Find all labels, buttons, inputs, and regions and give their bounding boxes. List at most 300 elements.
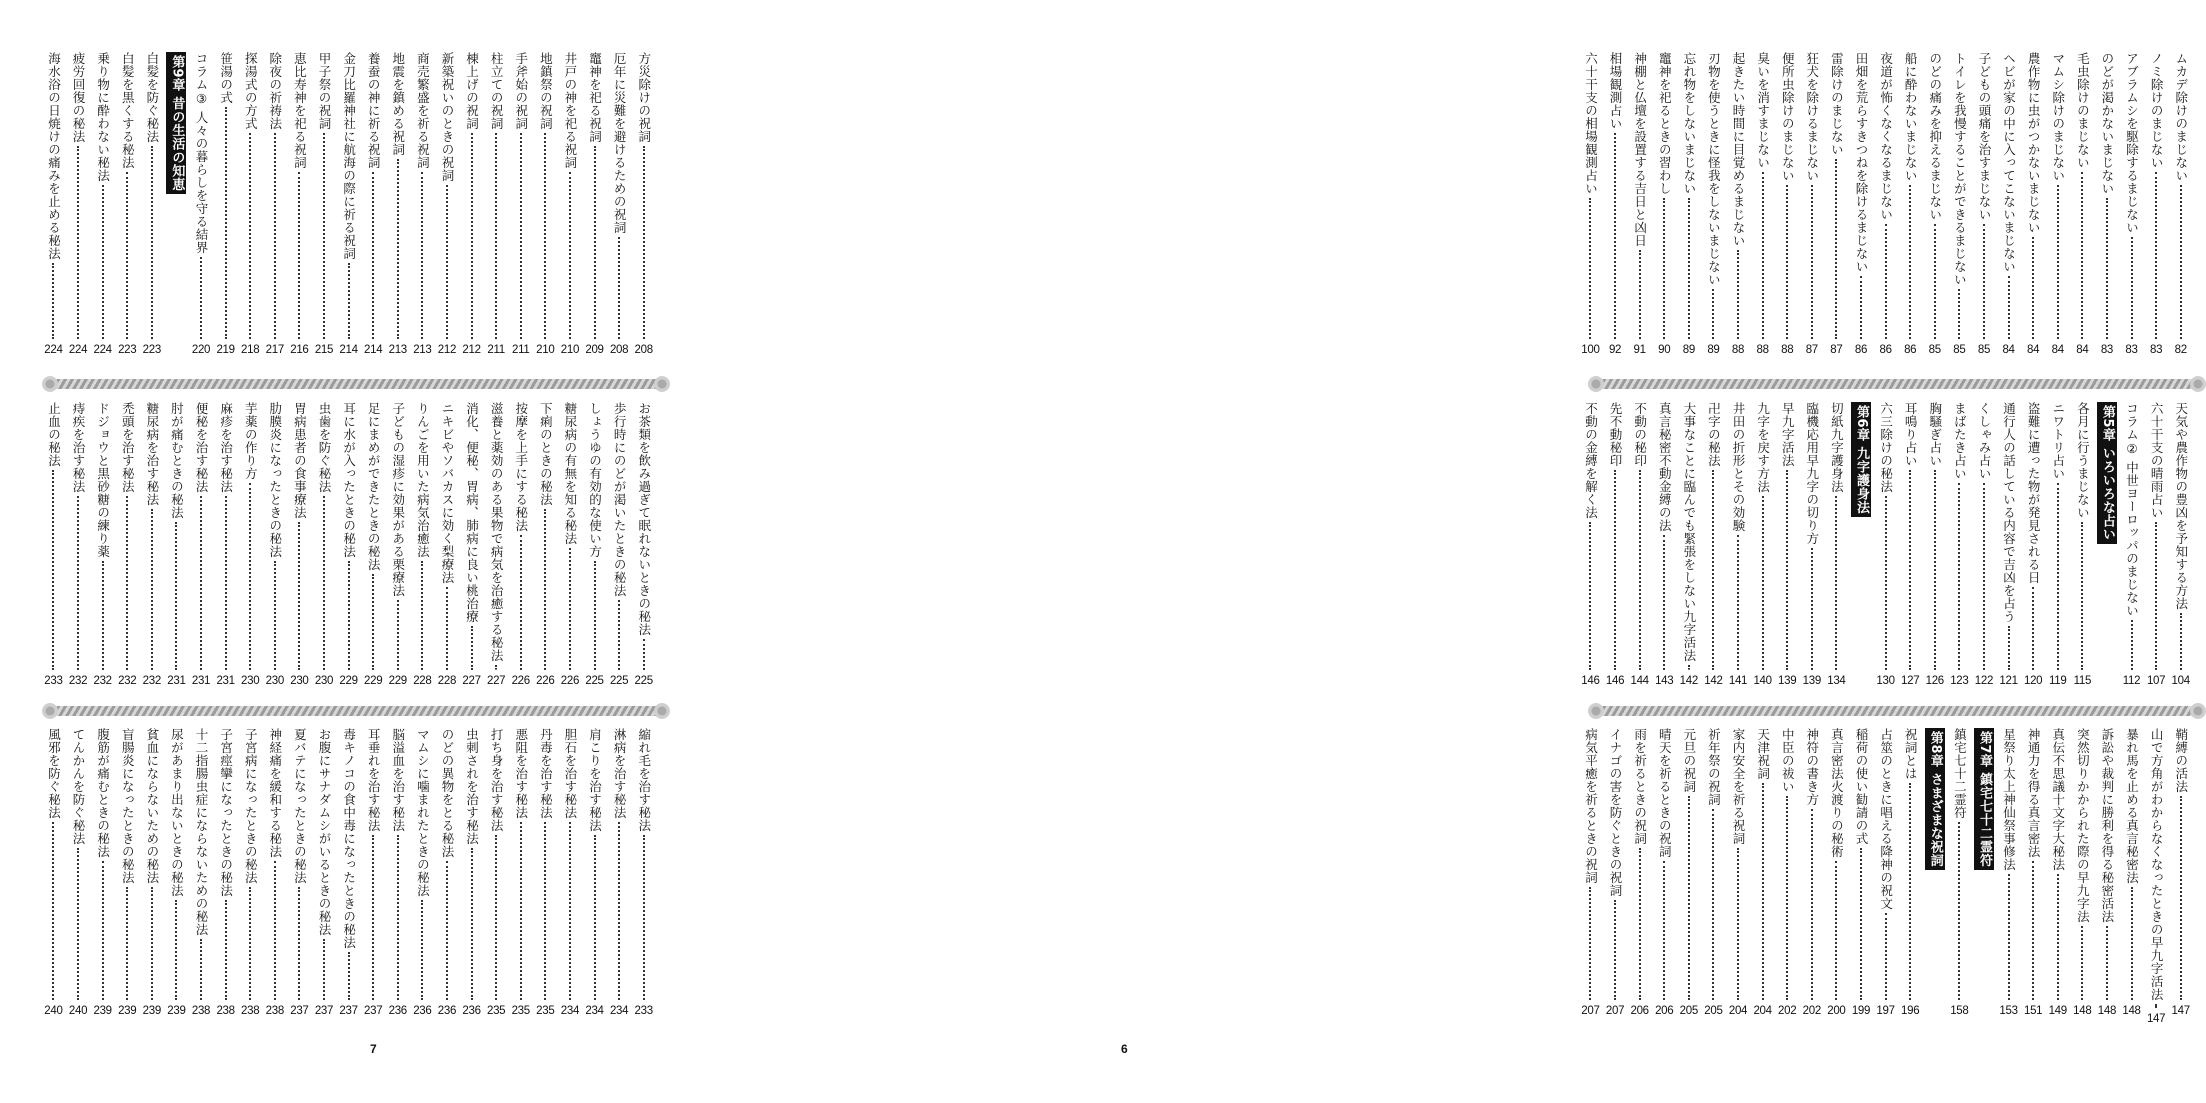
entry-page-number: 89 — [1682, 344, 1695, 356]
toc-entry — [1603, 728, 1628, 1018]
toc-entry — [1947, 52, 1972, 357]
dot-leader — [643, 146, 645, 339]
toc-entry — [1701, 52, 1726, 357]
toc-entry — [2070, 728, 2095, 1018]
dot-leader — [249, 887, 251, 1000]
dot-leader — [274, 133, 276, 339]
entry-title: 狂犬を除けるまじない — [1804, 52, 1820, 182]
toc-entry — [1824, 402, 1849, 688]
dot-leader — [200, 939, 202, 1000]
dot-leader — [1860, 848, 1862, 1000]
toc-entry — [484, 728, 509, 1018]
dot-leader — [471, 133, 473, 339]
chapter-heading — [2095, 402, 2120, 688]
dot-leader — [1737, 848, 1739, 1000]
chapter-title: 第9章 昔の生活の知恵 — [166, 52, 186, 194]
toc-entry — [287, 402, 312, 688]
dot-leader — [471, 848, 473, 1000]
entry-title: 芋薬の作り方 — [243, 402, 259, 480]
entry-title: 先不動秘印 — [1608, 402, 1624, 467]
toc-entry — [1775, 52, 1800, 357]
entry-title: 疲労回復の秘法 — [71, 52, 87, 143]
entry-page-number: 148 — [2073, 1005, 2092, 1017]
entry-page-number: 235 — [486, 1005, 506, 1017]
toc-entry — [213, 52, 238, 357]
toc-entry — [2168, 728, 2193, 1018]
dot-leader — [1885, 224, 1887, 339]
entry-title: 刃物を使うときに怪我をしないまじない — [1706, 52, 1722, 286]
dot-leader — [274, 561, 276, 670]
dot-leader — [1663, 535, 1665, 670]
entry-title: 毛虫除けのまじない — [2075, 52, 2091, 169]
dot-leader — [446, 587, 448, 670]
toc-section — [44, 402, 656, 688]
entry-page-number: 86 — [1879, 344, 1892, 356]
toc-entry — [1578, 402, 1603, 688]
dot-leader — [1909, 470, 1911, 670]
toc-entry — [1800, 52, 1825, 357]
toc-entry — [263, 402, 288, 688]
entry-title: 方災除けの祝詞 — [636, 52, 652, 143]
entry-title: 農作物に虫がつかないまじない — [2026, 52, 2042, 234]
entry-page-number: 204 — [1728, 1005, 1748, 1017]
dot-leader — [2057, 483, 2059, 670]
dot-leader — [1958, 483, 1960, 670]
dot-leader — [2032, 861, 2034, 1000]
toc-entry — [533, 52, 558, 357]
dot-leader — [594, 146, 596, 339]
toc-entry — [2119, 52, 2144, 357]
entry-title: 六十干支の晴雨占い — [2149, 402, 2165, 519]
toc-entry — [385, 728, 410, 1018]
entry-title: 星祭り太上神仙祭事修法 — [2001, 728, 2017, 871]
entry-page-number: 122 — [1974, 675, 1994, 687]
toc-entry — [508, 52, 533, 357]
dot-leader — [52, 822, 54, 1000]
dot-leader — [2106, 926, 2108, 1000]
dot-leader — [520, 535, 522, 670]
toc-section — [1581, 402, 2193, 688]
entry-page-number: 202 — [1802, 1005, 1821, 1017]
entry-page-number: 88 — [1731, 344, 1745, 356]
entry-title: 耳垂れを治す秘法 — [366, 728, 382, 832]
entry-title: 雷除けのまじない — [1829, 52, 1845, 156]
entry-page-number: 240 — [44, 1005, 63, 1017]
entry-title: 子どもの頭痛を治すまじない — [1976, 52, 1992, 221]
entry-title: 鞘縛の活法 — [2173, 728, 2189, 793]
dot-leader — [594, 835, 596, 1000]
entry-page-number: 225 — [609, 675, 629, 687]
entry-page-number: 148 — [2097, 1005, 2117, 1017]
toc-entry — [1701, 402, 1726, 688]
entry-page-number: 231 — [216, 675, 235, 687]
entry-page-number: 237 — [290, 1005, 309, 1017]
toc-entry — [2168, 52, 2193, 357]
dot-leader — [1663, 861, 1665, 1000]
dot-leader — [2180, 613, 2182, 670]
entry-title: まばたき占い — [1952, 402, 1968, 480]
entry-title: 子宮痙攣になったときの秘法 — [218, 728, 234, 897]
entry-title: お茶類を飲み過ぎて眠れないときの秘法 — [636, 402, 652, 636]
toc-entry — [41, 728, 66, 1018]
entry-page-number: 217 — [265, 344, 284, 356]
entry-page-number: 120 — [2023, 675, 2043, 687]
dot-leader — [225, 900, 227, 1000]
entry-page-number: 223 — [118, 344, 137, 356]
toc-entry — [1972, 402, 1997, 688]
toc-entry — [533, 728, 558, 1018]
entry-title: 悪阻を治す秘法 — [513, 728, 529, 819]
toc-entry — [90, 52, 115, 357]
toc-entry — [607, 728, 632, 1018]
toc-entry — [1873, 52, 1898, 357]
toc-entry — [2144, 402, 2169, 688]
toc-entry — [2119, 402, 2144, 688]
entry-title: 腹筋が痛むときの秘法 — [95, 728, 111, 858]
entry-title: 神符の書き方 — [1804, 728, 1820, 806]
dot-leader — [151, 887, 153, 1000]
dot-leader — [126, 172, 128, 339]
entry-title: 便所虫除けのまじない — [1780, 52, 1796, 182]
dot-leader — [1688, 665, 1690, 670]
dot-leader — [520, 133, 522, 339]
entry-page-number: 238 — [241, 1005, 260, 1017]
entry-title: 糖尿病の有無を知る秘法 — [562, 402, 578, 545]
toc-entry — [1824, 728, 1849, 1018]
toc-entry — [2045, 52, 2070, 357]
entry-page-number: 237 — [339, 1005, 358, 1017]
toc-entry — [164, 402, 189, 688]
dot-leader — [569, 548, 571, 670]
entry-title: 麻疹を治す秘法 — [218, 402, 234, 493]
entry-page-number: 148 — [2122, 1005, 2141, 1017]
entry-title: 貧血にならないための秘法 — [144, 728, 160, 884]
entry-page-number: 142 — [1704, 675, 1723, 687]
entry-title: のどの異物をとる秘法 — [439, 728, 455, 858]
entry-title: 十二指腸虫症にならないための秘法 — [194, 728, 210, 936]
entry-page-number: 234 — [585, 1005, 604, 1017]
toc-section — [1581, 728, 2193, 1025]
entry-page-number: 239 — [93, 1005, 112, 1017]
entry-title: 子宮病になったときの秘法 — [243, 728, 259, 884]
chapter-title: 第5章 いろいろな占い — [2097, 402, 2117, 544]
entry-page-number: 200 — [1827, 1005, 1846, 1017]
dot-leader — [2180, 796, 2182, 1000]
dot-leader — [225, 496, 227, 670]
entry-page-number: 87 — [1805, 344, 1818, 356]
dot-leader — [643, 835, 645, 1000]
dot-leader — [2008, 276, 2010, 339]
toc-entry — [607, 52, 632, 357]
dot-leader — [643, 639, 645, 670]
entry-title: 按摩を上手にする秘法 — [513, 402, 529, 532]
entry-page-number: 225 — [634, 675, 653, 687]
entry-page-number: 83 — [2100, 344, 2114, 356]
entry-title: アブラムシを駆除するまじない — [2124, 52, 2140, 234]
rope-divider — [50, 706, 662, 716]
entry-page-number: 202 — [1778, 1005, 1797, 1017]
entry-page-number: 85 — [1953, 344, 1966, 356]
entry-title: 竈神を祀るときの習わし — [1657, 52, 1673, 195]
entry-page-number: 212 — [437, 344, 457, 356]
dot-leader — [618, 822, 620, 1000]
toc-entry — [558, 728, 583, 1018]
rope-divider — [1596, 706, 2198, 716]
entry-title: コラム③ 人々の暮らしを守る結界 — [194, 52, 210, 254]
entry-page-number: 230 — [265, 675, 284, 687]
dot-leader — [1688, 796, 1690, 1000]
entry-page-number: 236 — [437, 1005, 457, 1017]
toc-entry — [336, 52, 361, 357]
entry-title: 消化、便秘、胃病、肺病に良い桃治療 — [464, 402, 480, 623]
entry-title: 神棚と仏壇を設置する吉日と凶日 — [1632, 52, 1648, 247]
toc-entry — [410, 728, 435, 1018]
entry-title: 海水浴の日焼けの痛みを止める秘法 — [46, 52, 62, 260]
chapter-heading — [1849, 402, 1874, 688]
entry-title: 探湯式の方式 — [243, 52, 259, 130]
toc-entry — [1898, 52, 1923, 357]
entry-page-number: 229 — [339, 675, 358, 687]
dot-leader — [2008, 626, 2010, 670]
entry-title: ヘビが家の中に入ってこないまじない — [2001, 52, 2017, 273]
dot-leader — [1639, 848, 1641, 1000]
dot-leader — [1663, 198, 1665, 339]
toc-entry — [1677, 402, 1702, 688]
dot-leader — [126, 496, 128, 670]
entry-title: 井田の折形とその効験 — [1731, 402, 1747, 532]
entry-title: 耳鳴り占い — [1903, 402, 1919, 467]
toc-entry — [2070, 402, 2095, 688]
entry-title: 盗難に遭った物が発見される日 — [2026, 402, 2042, 584]
toc-entry — [1873, 728, 1898, 1018]
entry-title: イナゴの害を防ぐときの祝詞 — [1608, 728, 1624, 897]
dot-leader — [2131, 887, 2133, 1000]
entry-page-number: 86 — [1854, 344, 1868, 356]
entry-title: 糖尿病を治す秘法 — [144, 402, 160, 506]
entry-title: 卍字の秘法 — [1706, 402, 1722, 467]
dot-leader — [77, 146, 79, 339]
entry-title: 止血の秘法 — [46, 402, 62, 467]
toc-entry — [459, 52, 484, 357]
entry-page-number: 223 — [142, 344, 161, 356]
dot-leader — [2081, 926, 2083, 1000]
toc-entry — [484, 402, 509, 688]
entry-title: 脳溢血を治す秘法 — [390, 728, 406, 832]
entry-title: 新築祝いのときの祝詞 — [439, 52, 455, 182]
toc-entry — [459, 728, 484, 1018]
dot-leader — [1688, 198, 1690, 339]
entry-title: 相場観測占い — [1608, 52, 1624, 130]
dot-leader — [298, 172, 300, 339]
toc-entry — [582, 402, 607, 688]
toc-entry — [1726, 52, 1751, 357]
entry-page-number: 232 — [68, 675, 88, 687]
dot-leader — [421, 900, 423, 1000]
entry-title: 六十干支の相場観測占い — [1583, 52, 1599, 195]
entry-page-number: 235 — [511, 1005, 530, 1017]
entry-title: お腹にサナダムシがいるときの秘法 — [316, 728, 332, 936]
entry-page-number: 85 — [1928, 344, 1941, 356]
entry-page-number: 144 — [1630, 675, 1649, 687]
entry-title: 下痢のときの秘法 — [538, 402, 554, 506]
entry-title: ニキビやソバカスに効く梨療法 — [439, 402, 455, 584]
entry-title: 各月に行うまじない — [2075, 402, 2091, 519]
toc-entry — [2168, 402, 2193, 688]
dot-leader — [397, 159, 399, 339]
entry-title: 天津祝詞 — [1755, 728, 1771, 780]
toc-entry — [238, 52, 263, 357]
dot-leader — [1811, 548, 1813, 670]
entry-title: 田畑を荒らすきつねを除けるまじない — [1853, 52, 1869, 273]
chapter-heading — [1972, 728, 1997, 1018]
toc-entry — [263, 52, 288, 357]
entry-page-number: 229 — [388, 675, 407, 687]
entry-title: 丹毒を治す秘法 — [538, 728, 554, 819]
dot-leader — [175, 900, 177, 1000]
toc-entry — [1775, 402, 1800, 688]
dot-leader — [1909, 185, 1911, 339]
entry-title: 耳に水が入ったときの秘法 — [341, 402, 357, 558]
entry-page-number: 214 — [364, 344, 383, 356]
entry-page-number: 240 — [68, 1005, 88, 1017]
toc-entry — [1898, 402, 1923, 688]
dot-leader — [471, 626, 473, 670]
toc-entry — [1627, 728, 1652, 1018]
toc-entry — [2070, 52, 2095, 357]
toc-entry — [361, 728, 386, 1018]
entry-page-number: 210 — [536, 344, 555, 356]
toc-entry — [66, 402, 91, 688]
toc-entry — [1996, 728, 2021, 1018]
toc-entry — [189, 52, 214, 357]
entry-page-number: 197 — [1876, 1005, 1895, 1017]
entry-title: 臭いを消すまじない — [1755, 52, 1771, 169]
dot-leader — [1639, 470, 1641, 670]
toc-entry — [90, 728, 115, 1018]
entry-title: ムカデ除けのまじない — [2173, 52, 2189, 182]
dot-leader — [544, 509, 546, 670]
entry-page-number: 227 — [486, 675, 506, 687]
entry-page-number: 112 — [2122, 675, 2141, 687]
entry-page-number: 209 — [585, 344, 604, 356]
toc-entry — [1603, 52, 1628, 357]
entry-title: 甲子祭の祝詞 — [316, 52, 332, 130]
entry-page-number: 230 — [314, 675, 334, 687]
entry-page-number: 207 — [1605, 1005, 1625, 1017]
dot-leader — [1589, 198, 1591, 339]
toc-entry — [1603, 402, 1628, 688]
entry-page-number: 216 — [290, 344, 309, 356]
entry-title: マムシ除けのまじない — [2050, 52, 2066, 182]
toc-entry — [2045, 728, 2070, 1018]
entry-title: 神通力を得る真言密法 — [2026, 728, 2042, 858]
entry-title: しょうゆの有効的な使い方 — [587, 402, 603, 558]
dot-leader — [520, 822, 522, 1000]
entry-page-number: 196 — [1901, 1005, 1920, 1017]
dot-leader — [2008, 874, 2010, 1000]
entry-page-number: 207 — [1581, 1005, 1600, 1017]
entry-title: 毒キノコの食中毒になったときの秘法 — [341, 728, 357, 949]
entry-page-number: 220 — [191, 344, 211, 356]
dot-leader — [1762, 172, 1764, 339]
entry-page-number: 238 — [191, 1005, 211, 1017]
entry-title: 地鎮祭の祝詞 — [538, 52, 554, 130]
entry-page-number: 236 — [388, 1005, 407, 1017]
dot-leader — [1983, 224, 1985, 339]
toc-entry — [336, 728, 361, 1018]
toc-entry — [2144, 728, 2169, 1025]
entry-page-number: 231 — [167, 675, 186, 687]
toc-entry — [1947, 402, 1972, 688]
entry-page-number: 205 — [1704, 1005, 1723, 1017]
dot-leader — [1835, 159, 1837, 339]
entry-title: 虫刺されを治す秘法 — [464, 728, 480, 845]
dot-leader — [372, 835, 374, 1000]
entry-title: トイレを我慢することができるまじない — [1952, 52, 1968, 286]
dot-leader — [151, 146, 153, 339]
dot-leader — [421, 561, 423, 670]
dot-leader — [102, 185, 104, 339]
toc-entry — [1922, 52, 1947, 357]
entry-title: 突然切りかかられた際の早九字法 — [2075, 728, 2091, 923]
dot-leader — [1737, 535, 1739, 670]
entry-page-number: 237 — [364, 1005, 383, 1017]
toc-section — [44, 728, 656, 1018]
dot-leader — [1737, 250, 1739, 339]
entry-page-number: 134 — [1827, 675, 1846, 687]
toc-entry — [1996, 402, 2021, 688]
toc-entry — [533, 402, 558, 688]
entry-title: 柱立ての祝詞 — [489, 52, 505, 130]
entry-page-number: 208 — [634, 344, 653, 356]
toc-entry — [1578, 728, 1603, 1018]
dot-leader — [249, 133, 251, 339]
toc-entry — [287, 52, 312, 357]
entry-title: 祈年祭の祝詞 — [1706, 728, 1722, 806]
entry-title: 便秘を治す秘法 — [194, 402, 210, 493]
entry-page-number: 233 — [44, 675, 63, 687]
entry-page-number: 140 — [1753, 675, 1772, 687]
toc-entry — [2095, 52, 2120, 357]
entry-page-number: 139 — [1802, 675, 1821, 687]
dot-leader — [495, 665, 497, 670]
entry-page-number: 147 — [2146, 1013, 2166, 1025]
entry-page-number: 219 — [216, 344, 235, 356]
entry-page-number: 205 — [1679, 1005, 1698, 1017]
toc-entry — [410, 52, 435, 357]
entry-title: 白髪を黒くする秘法 — [120, 52, 136, 169]
entry-title: 風邪を防ぐ秘法 — [46, 728, 62, 819]
entry-title: 子どもの湿疹に効果がある栗療法 — [390, 402, 406, 597]
entry-page-number: 158 — [1950, 1005, 1969, 1017]
dot-leader — [1712, 809, 1714, 1000]
entry-title: 暴れ馬を止める真言秘密法 — [2124, 728, 2140, 884]
entry-page-number: 233 — [634, 1005, 653, 1017]
entry-page-number: 142 — [1679, 675, 1698, 687]
entry-page-number: 146 — [1581, 675, 1600, 687]
dot-leader — [323, 133, 325, 339]
toc-entry — [213, 402, 238, 688]
toc-entry — [435, 52, 460, 357]
entry-page-number: 232 — [142, 675, 161, 687]
dot-leader — [77, 848, 79, 1000]
dot-leader — [372, 574, 374, 670]
entry-title: 手斧始の祝詞 — [513, 52, 529, 130]
entry-title: 井戸の神を祀る祝詞 — [562, 52, 578, 169]
toc-entry — [385, 402, 410, 688]
dot-leader — [618, 237, 620, 339]
entry-page-number: 83 — [2125, 344, 2138, 356]
